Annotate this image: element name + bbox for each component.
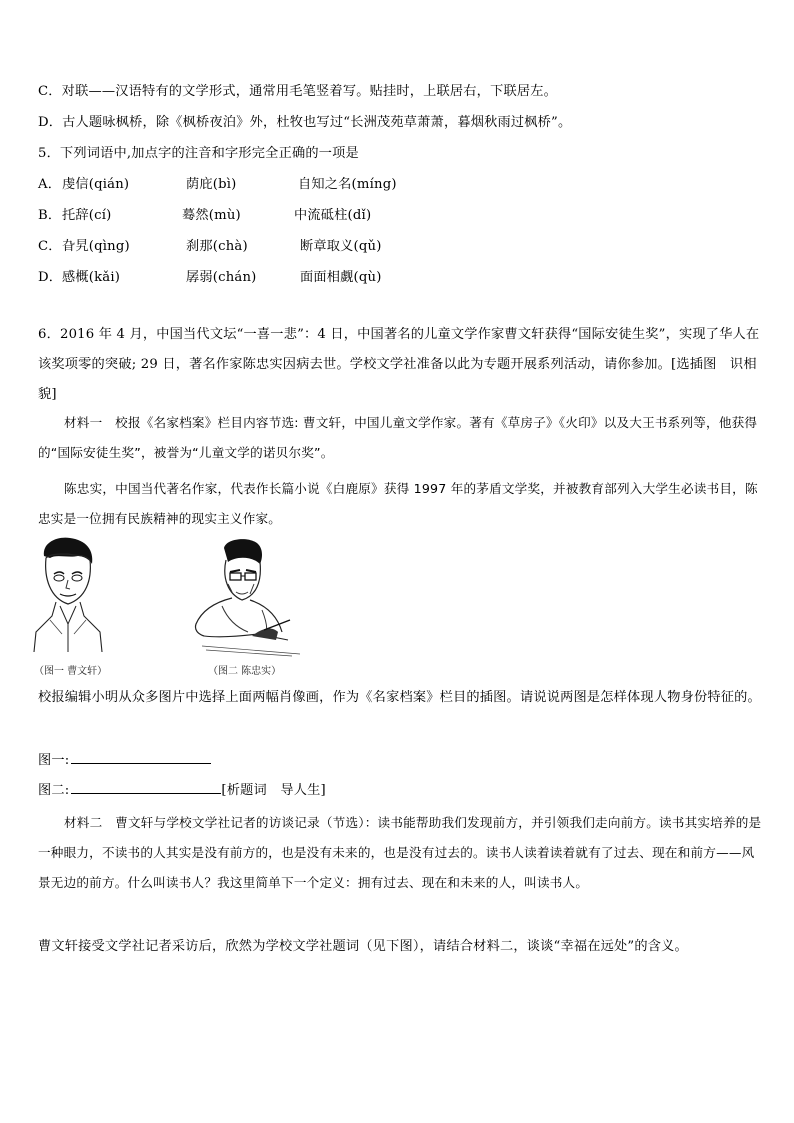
word-1: 虔信(qián): [62, 177, 130, 192]
word-3: 面面相觑(qù): [300, 270, 382, 285]
word-2: 荫庇(bì): [186, 177, 237, 192]
option-d-line: D．古人题咏枫桥，除《枫桥夜泊》外，杜牧也写过“长洲茂苑草萧萧，暮烟秋雨过枫桥”。: [38, 115, 572, 130]
word-2: 蓦然(mù): [182, 208, 241, 223]
option-label: D．: [38, 270, 63, 285]
task-2: 曹文轩接受文学社记者采访后，欣然为学校文学社题词（见下图），请结合材料二，谈谈“幸福在远处”的含义。: [38, 939, 688, 954]
figure-1-label: 图一:: [38, 753, 70, 768]
question-6-intro: 6．2016 年 4 月，中国当代文坛“一喜一悲”：4 日，中国著名的儿童文学作家曹文轩获得“国际安徒生奖”，实现了华人在该奖项零的突破; 29 日，著名作家陈忠实因病去世。学校文学社准备以此为专题开展系列活动，请你参加。[选插图 识相貌]: [38, 327, 760, 402]
material-2: 材料二 曹文轩与学校文学社记者的访谈记录（节选）：读书能帮助我们发现前方，并引领我们走向前方。读书其实培养的是一种眼力，不读书的人其实是没有前方的，也是没有未来的，也是没有过去的。读书人读着读着就有了过去、现在和前方——风景无边的前方。什么叫读书人？我这里简单下一个定义：拥有过去、现在和未来的人，叫读书人。: [38, 815, 762, 890]
word-3: 自知之名(míng): [298, 177, 397, 192]
option-c-line: C．对联——汉语特有的文学形式，通常用毛笔竖着写。贴挂时，上联居右，下联居左。: [38, 84, 558, 99]
figure-2-label: 图二:: [38, 783, 70, 798]
word-2: 刹那(chà): [186, 239, 248, 254]
option-label: C．: [38, 239, 62, 254]
q5-option-b: [38, 206, 764, 226]
caption-figure-2: （图二 陈忠实）: [208, 666, 282, 677]
option-label: B．: [38, 208, 62, 223]
word-2: 孱弱(chán): [186, 270, 257, 285]
q5-option-c: [38, 237, 764, 257]
answer-blank-2[interactable]: [71, 778, 221, 794]
q5-option-a: [38, 175, 764, 195]
word-1: 托辞(cí): [62, 208, 112, 223]
task-1: 校报编辑小明从众多图片中选择上面两幅肖像画，作为《名家档案》栏目的插图。请说说两图是怎样体现人物身份特征的。: [38, 690, 761, 705]
cao-wenxuan-portrait: [32, 536, 104, 654]
q5-option-d: [38, 268, 764, 288]
word-1: 旮旯(qìng): [62, 239, 130, 254]
word-3: 断章取义(qǔ): [300, 239, 382, 254]
material-1-para-1: 材料一 校报《名家档案》栏目内容节选: 曹文轩，中国儿童文学作家。著有《草房子》《火印》以及大王书系列等，他获得的“国际安徒生奖”，被誉为“儿童文学的诺贝尔奖”。: [38, 415, 758, 460]
answer-line-figure-2: [38, 778, 764, 801]
answer-blank-1[interactable]: [71, 748, 211, 764]
chen-zhongshi-portrait: [192, 536, 304, 658]
section-heading-analyze: [析题词 导人生]: [221, 783, 326, 798]
answer-line-figure-1: [38, 748, 764, 771]
word-1: 感概(kǎi): [62, 270, 121, 285]
question-5-stem: 5．下列词语中,加点字的注音和字形完全正确的一项是: [38, 146, 359, 161]
word-3: 中流砥柱(dǐ): [294, 208, 372, 223]
option-label: A．: [38, 177, 62, 192]
caption-figure-1: （图一 曹文轩）: [34, 666, 108, 677]
material-1-para-2: 陈忠实，中国当代著名作家，代表作长篇小说《白鹿原》获得 1997 年的茅盾文学奖，并被教育部列入大学生必读书目，陈忠实是一位拥有民族精神的现实主义作家。: [38, 481, 758, 526]
